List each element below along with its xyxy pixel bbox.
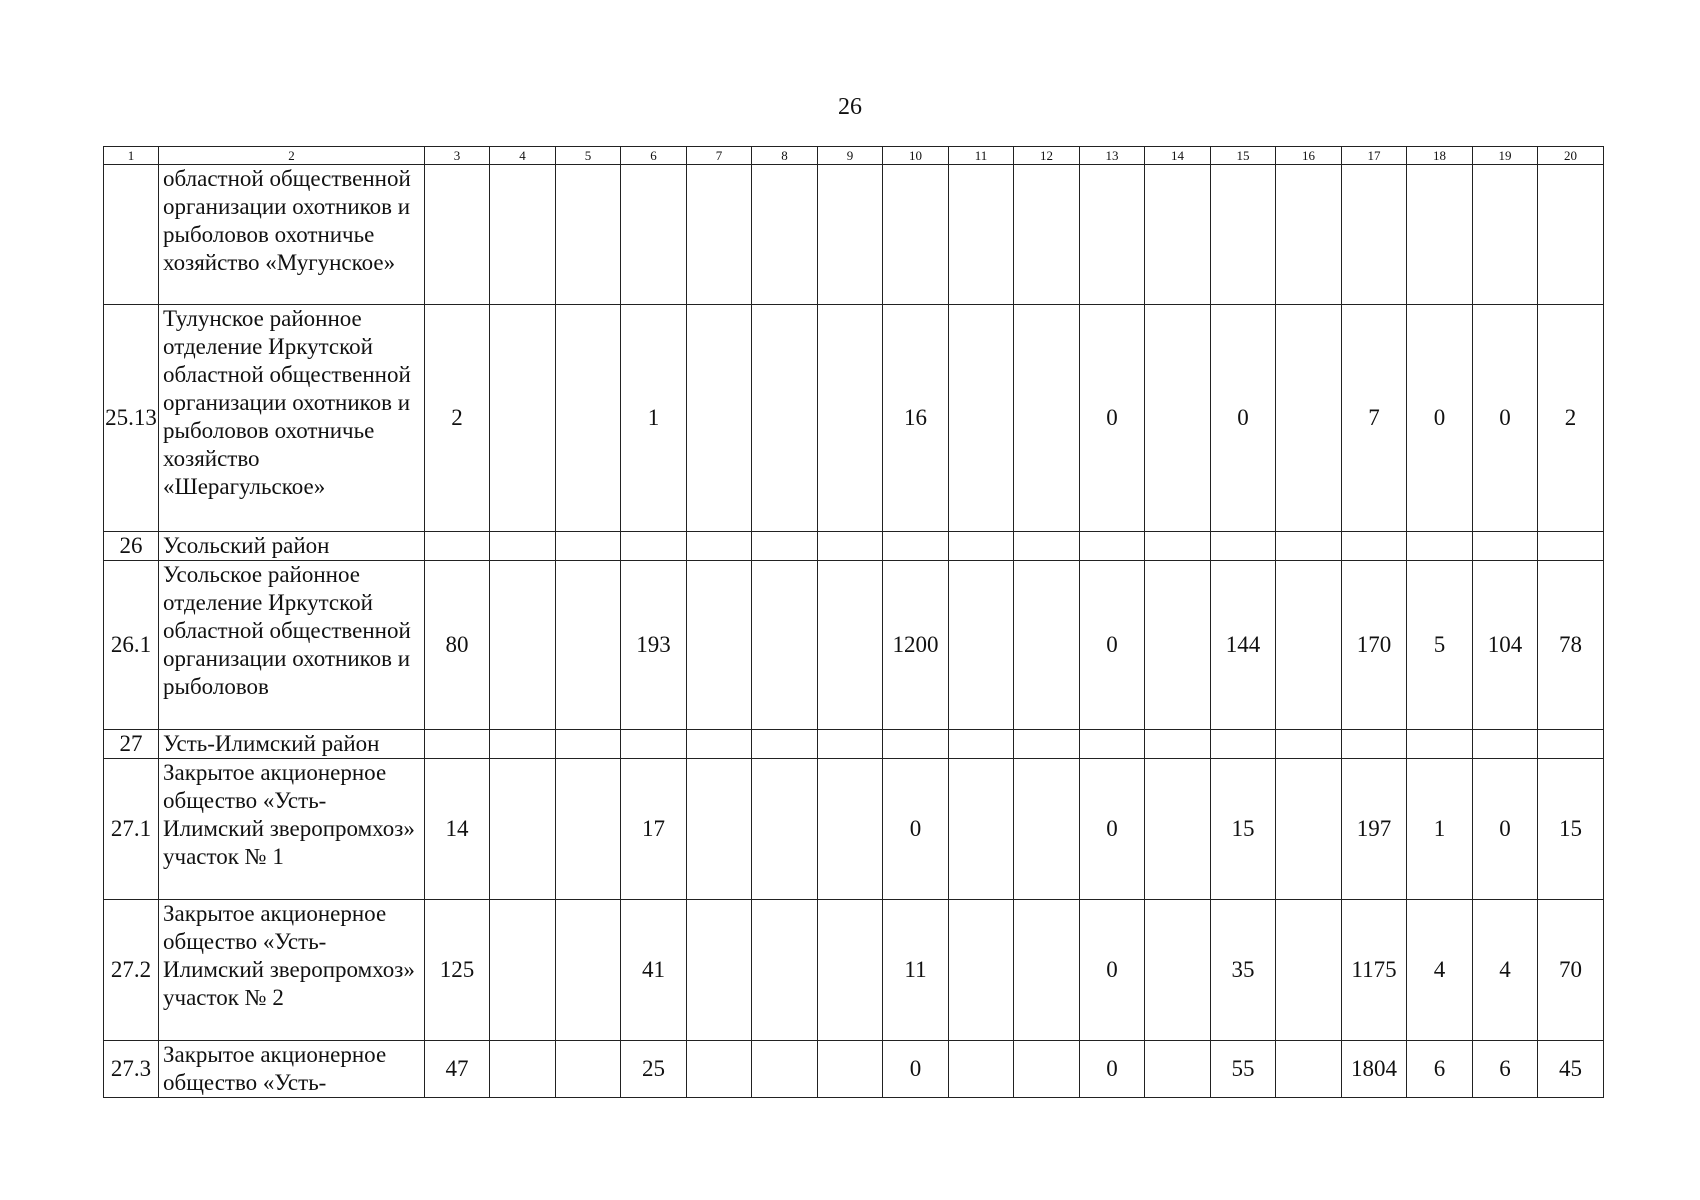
value-cell: 15 <box>1211 759 1276 900</box>
row-number-cell: 25.13 <box>104 305 159 532</box>
value-cell <box>1145 561 1211 730</box>
value-cell: 0 <box>1473 759 1538 900</box>
row-number-cell: 27.3 <box>104 1041 159 1098</box>
column-header: 7 <box>687 147 752 165</box>
value-cell <box>1145 532 1211 561</box>
value-cell: 125 <box>425 900 490 1041</box>
value-cell <box>818 561 883 730</box>
value-cell: 2 <box>425 305 490 532</box>
value-cell: 1 <box>621 305 687 532</box>
value-cell <box>1080 730 1145 759</box>
column-header: 9 <box>818 147 883 165</box>
value-cell: 7 <box>1342 305 1407 532</box>
value-cell <box>818 730 883 759</box>
value-cell <box>949 759 1014 900</box>
value-cell <box>1276 561 1342 730</box>
value-cell: 6 <box>1407 1041 1473 1098</box>
row-number-cell <box>104 165 159 305</box>
value-cell <box>687 165 752 305</box>
value-cell <box>949 165 1014 305</box>
organization-name-cell: Усть-Илимский район <box>159 730 425 759</box>
value-cell <box>687 1041 752 1098</box>
value-cell: 16 <box>883 305 949 532</box>
page-number: 26 <box>838 94 862 120</box>
value-cell: 4 <box>1473 900 1538 1041</box>
value-cell <box>883 532 949 561</box>
value-cell: 45 <box>1538 1041 1604 1098</box>
value-cell <box>490 561 556 730</box>
column-header: 14 <box>1145 147 1211 165</box>
value-cell <box>1538 165 1604 305</box>
value-cell <box>818 532 883 561</box>
value-cell <box>556 900 621 1041</box>
value-cell <box>1014 759 1080 900</box>
value-cell: 6 <box>1473 1041 1538 1098</box>
value-cell: 35 <box>1211 900 1276 1041</box>
column-header: 2 <box>159 147 425 165</box>
value-cell <box>425 532 490 561</box>
value-cell: 0 <box>1080 561 1145 730</box>
value-cell <box>1145 305 1211 532</box>
value-cell: 0 <box>1080 305 1145 532</box>
value-cell <box>752 305 818 532</box>
value-cell <box>1014 1041 1080 1098</box>
value-cell <box>949 730 1014 759</box>
value-cell: 80 <box>425 561 490 730</box>
value-cell <box>1407 730 1473 759</box>
value-cell: 1200 <box>883 561 949 730</box>
value-cell <box>1473 165 1538 305</box>
organization-name-cell: Закрытое акционерное общество «Усть- <box>159 1041 425 1098</box>
value-cell <box>949 305 1014 532</box>
value-cell <box>687 305 752 532</box>
value-cell <box>556 165 621 305</box>
value-cell <box>556 532 621 561</box>
value-cell: 1 <box>1407 759 1473 900</box>
value-cell <box>1211 730 1276 759</box>
table-row <box>104 165 1604 305</box>
row-number-cell: 27 <box>104 730 159 759</box>
value-cell: 11 <box>883 900 949 1041</box>
value-cell: 1175 <box>1342 900 1407 1041</box>
value-cell <box>1145 759 1211 900</box>
value-cell <box>949 1041 1014 1098</box>
value-cell <box>1473 730 1538 759</box>
value-cell: 25 <box>621 1041 687 1098</box>
value-cell: 55 <box>1211 1041 1276 1098</box>
value-cell <box>425 165 490 305</box>
value-cell <box>490 305 556 532</box>
column-header: 10 <box>883 147 949 165</box>
value-cell <box>1080 165 1145 305</box>
value-cell: 17 <box>621 759 687 900</box>
column-header: 1 <box>104 147 159 165</box>
value-cell <box>1211 532 1276 561</box>
value-cell <box>1276 305 1342 532</box>
column-header: 19 <box>1473 147 1538 165</box>
value-cell <box>1014 305 1080 532</box>
value-cell: 0 <box>1407 305 1473 532</box>
value-cell <box>1538 730 1604 759</box>
value-cell <box>818 305 883 532</box>
value-cell: 0 <box>883 759 949 900</box>
value-cell: 0 <box>1080 1041 1145 1098</box>
column-header: 12 <box>1014 147 1080 165</box>
value-cell <box>1342 532 1407 561</box>
column-header: 8 <box>752 147 818 165</box>
value-cell: 197 <box>1342 759 1407 900</box>
value-cell <box>883 165 949 305</box>
value-cell: 193 <box>621 561 687 730</box>
value-cell: 0 <box>1080 759 1145 900</box>
value-cell <box>1145 900 1211 1041</box>
value-cell <box>556 1041 621 1098</box>
value-cell <box>1014 532 1080 561</box>
value-cell <box>883 730 949 759</box>
value-cell <box>818 900 883 1041</box>
value-cell <box>490 1041 556 1098</box>
column-header: 4 <box>490 147 556 165</box>
value-cell <box>1211 165 1276 305</box>
column-header: 6 <box>621 147 687 165</box>
value-cell <box>1276 730 1342 759</box>
value-cell <box>1014 900 1080 1041</box>
value-cell <box>949 900 1014 1041</box>
value-cell <box>1145 730 1211 759</box>
table-row <box>104 1041 1604 1098</box>
value-cell <box>752 532 818 561</box>
value-cell <box>490 900 556 1041</box>
organization-name-cell: Тулунское районное отделение Иркутской областной общественной организации охотников и рыболовов охотничье хозяйство «Шерагульское» <box>159 305 425 532</box>
value-cell <box>687 730 752 759</box>
value-cell: 78 <box>1538 561 1604 730</box>
value-cell: 104 <box>1473 561 1538 730</box>
value-cell: 170 <box>1342 561 1407 730</box>
value-cell <box>687 561 752 730</box>
value-cell: 0 <box>1473 305 1538 532</box>
value-cell: 2 <box>1538 305 1604 532</box>
table-row <box>104 759 1604 900</box>
organization-name-cell: Усольский район <box>159 532 425 561</box>
value-cell <box>556 305 621 532</box>
value-cell <box>1407 165 1473 305</box>
column-header: 16 <box>1276 147 1342 165</box>
table-row <box>104 730 1604 759</box>
value-cell: 144 <box>1211 561 1276 730</box>
column-number-header-row <box>104 147 1604 165</box>
value-cell <box>1342 165 1407 305</box>
row-number-cell: 26 <box>104 532 159 561</box>
value-cell <box>818 165 883 305</box>
value-cell <box>949 561 1014 730</box>
value-cell <box>621 532 687 561</box>
value-cell: 70 <box>1538 900 1604 1041</box>
value-cell <box>1473 532 1538 561</box>
value-cell <box>1080 532 1145 561</box>
value-cell <box>752 730 818 759</box>
value-cell: 5 <box>1407 561 1473 730</box>
organization-name-cell: Усольское районное отделение Иркутской областной общественной организации охотников и рыболовов <box>159 561 425 730</box>
column-header: 13 <box>1080 147 1145 165</box>
value-cell <box>1276 1041 1342 1098</box>
column-header: 3 <box>425 147 490 165</box>
row-number-cell: 26.1 <box>104 561 159 730</box>
value-cell <box>818 759 883 900</box>
value-cell <box>490 165 556 305</box>
value-cell <box>556 759 621 900</box>
value-cell <box>687 532 752 561</box>
value-cell <box>1145 1041 1211 1098</box>
table-row <box>104 532 1604 561</box>
value-cell: 41 <box>621 900 687 1041</box>
value-cell: 14 <box>425 759 490 900</box>
value-cell <box>1538 532 1604 561</box>
column-header: 20 <box>1538 147 1604 165</box>
table-row <box>104 900 1604 1041</box>
table-body <box>104 165 1604 1098</box>
value-cell: 47 <box>425 1041 490 1098</box>
value-cell: 0 <box>1211 305 1276 532</box>
value-cell <box>687 900 752 1041</box>
value-cell <box>1014 561 1080 730</box>
value-cell <box>752 165 818 305</box>
value-cell <box>621 165 687 305</box>
row-number-cell: 27.1 <box>104 759 159 900</box>
column-header: 17 <box>1342 147 1407 165</box>
value-cell <box>556 730 621 759</box>
value-cell <box>949 532 1014 561</box>
value-cell <box>1407 532 1473 561</box>
value-cell <box>1145 165 1211 305</box>
value-cell <box>752 900 818 1041</box>
value-cell <box>687 759 752 900</box>
value-cell <box>556 561 621 730</box>
column-header: 5 <box>556 147 621 165</box>
value-cell: 0 <box>1080 900 1145 1041</box>
row-number-cell: 27.2 <box>104 900 159 1041</box>
table-row <box>104 561 1604 730</box>
column-header: 18 <box>1407 147 1473 165</box>
table-row <box>104 305 1604 532</box>
value-cell <box>1014 730 1080 759</box>
value-cell <box>1014 165 1080 305</box>
value-cell <box>1342 730 1407 759</box>
value-cell <box>752 759 818 900</box>
column-header: 15 <box>1211 147 1276 165</box>
value-cell <box>818 1041 883 1098</box>
organization-name-cell: Закрытое акционерное общество «Усть-Илимский зверопромхоз» участок № 1 <box>159 759 425 900</box>
value-cell: 0 <box>883 1041 949 1098</box>
value-cell <box>752 1041 818 1098</box>
value-cell <box>490 759 556 900</box>
value-cell <box>752 561 818 730</box>
value-cell <box>1276 759 1342 900</box>
value-cell: 4 <box>1407 900 1473 1041</box>
value-cell: 15 <box>1538 759 1604 900</box>
data-table <box>103 146 1604 1098</box>
value-cell <box>490 730 556 759</box>
value-cell <box>425 730 490 759</box>
value-cell <box>490 532 556 561</box>
value-cell <box>1276 532 1342 561</box>
value-cell <box>1276 900 1342 1041</box>
value-cell: 1804 <box>1342 1041 1407 1098</box>
organization-name-cell: Закрытое акционерное общество «Усть-Илимский зверопромхоз» участок № 2 <box>159 900 425 1041</box>
value-cell <box>621 730 687 759</box>
column-header: 11 <box>949 147 1014 165</box>
value-cell <box>1276 165 1342 305</box>
organization-name-cell: областной общественной организации охотников и рыболовов охотничье хозяйство «Мугунское» <box>159 165 425 305</box>
